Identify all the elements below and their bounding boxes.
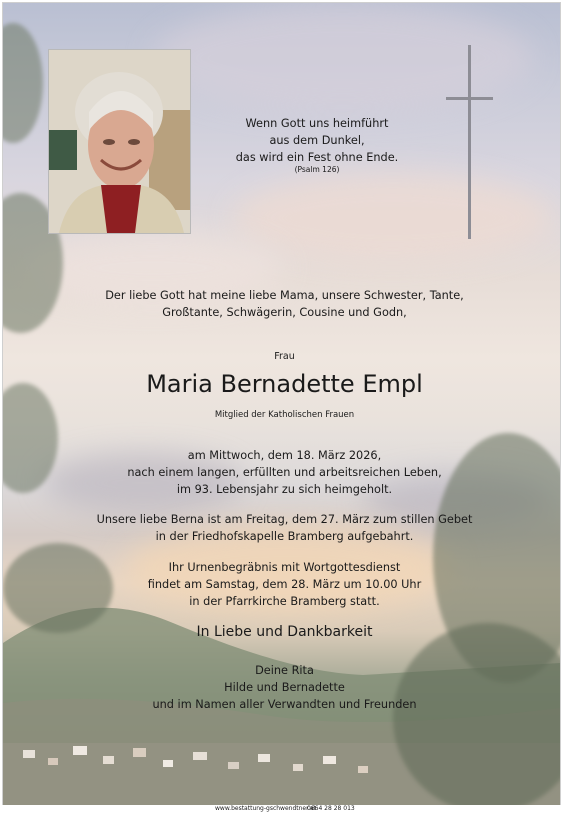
death-line: nach einem langen, erfüllten und arbeitsreichen Leben, [127,466,442,479]
obituary-card [2,2,561,810]
membership: Mitglied der Katholischen Frauen [214,410,355,420]
psalm-line: das wird ein Fest ohne Ende. [235,151,399,164]
footer [0,805,563,814]
mourner-line: Deine Rita [255,664,314,677]
intro-line: Großtante, Schwägerin, Cousine und Godn, [162,306,407,319]
footer-phone[interactable]: 0664 28 28 013 [307,805,355,812]
psalm-reference: (Psalm 126) [294,165,340,174]
wake-line: Unsere liebe Berna ist am Freitag, dem 27. März zum stillen Gebet [96,513,473,526]
funeral-line: findet am Samstag, dem 28. März um 10.00 Uhr [147,578,422,591]
salutation: Frau [274,351,295,362]
portrait-photo [48,49,191,234]
intro-line: Der liebe Gott hat meine liebe Mama, unsere Schwester, Tante, [105,289,464,302]
closing-phrase: In Liebe und Dankbarkeit [196,624,373,640]
funeral-line: in der Pfarrkirche Bramberg statt. [189,595,380,608]
portrait-illustration [49,50,190,233]
wake-line: in der Friedhofskapelle Bramberg aufgebahrt. [155,530,414,543]
funeral-line: Ihr Urnenbegräbnis mit Wortgottesdienst [168,561,401,574]
village [3,738,403,808]
mourner-line: und im Namen aller Verwandten und Freunden [152,698,417,711]
footer-website[interactable]: www.bestattung-gschwendtner.at [215,805,316,812]
death-line: im 93. Lebensjahr zu sich heimgeholt. [176,483,393,496]
deceased-name: Maria Bernadette Empl [146,370,423,398]
death-line: am Mittwoch, dem 18. März 2026, [187,449,382,462]
mourner-line: Hilde und Bernadette [224,681,345,694]
psalm-line: aus dem Dunkel, [269,134,365,147]
psalm-line: Wenn Gott uns heimführt [245,117,389,130]
